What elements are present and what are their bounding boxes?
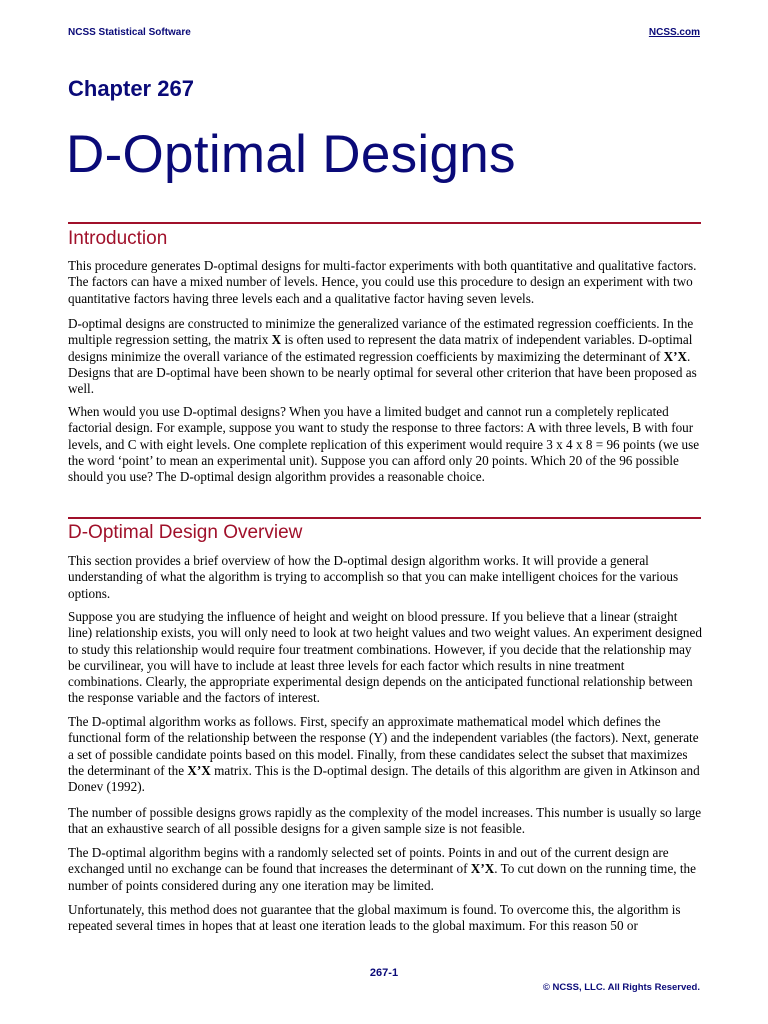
paragraph-text: . Designs that are D-optimal have been shown to be nearly optimal for several other criterion that have been proposed as well. (68, 348, 697, 397)
paragraph-text: . To cut down on the running time, the number of points considered during any one iteration may be limited. (68, 861, 696, 893)
bold-term: X (271, 332, 282, 348)
section-rule-overview (68, 517, 701, 519)
paragraph-text: The D-optimal algorithm works as follows. First, specify an approximate mathematical model which defines the functional form of the relationship between the response (Y) and the independent variables (the factors). Next, generate a set of possible candidate points based on this model. Finally, from these candidates select the subset that maximizes the determinant of the (68, 714, 699, 778)
intro-paragraph-1 (68, 258, 702, 307)
overview-paragraph-6 (68, 902, 702, 935)
footer-page-number: 267-1 (369, 967, 399, 979)
intro-paragraph-3 (68, 404, 702, 485)
overview-paragraph-1 (68, 553, 702, 602)
paragraph-text: Unfortunately, this method does not guarantee that the global maximum is found. To overcome this, the algorithm is repeated several times in hopes that at least one iteration leads to the global maximum. For this reason 50 or (68, 902, 681, 934)
paragraph-text: is often used to represent the data matrix of independent variables. D-optimal designs minimize the overall variance of the estimated regression coefficients by maximizing the determinant of (68, 332, 693, 364)
section-rule-introduction (68, 222, 701, 224)
paragraph-text: This section provides a brief overview of how the D-optimal design algorithm works. It will provide a general understanding of what the algorithm is trying to accomplish so that you can make intelligent choices for the various options. (68, 553, 679, 601)
page-title: D-Optimal Designs (66, 125, 516, 184)
bold-term: X’X (187, 762, 211, 778)
paragraph-text: This procedure generates D-optimal designs for multi-factor experiments with both quantitative and qualitative factors. The factors can have a mixed number of levels. Hence, you could use this procedure to design an experiment with two quantitative factors having three levels each and a qualitative factor having seven levels. (68, 258, 697, 306)
paragraph-text: matrix. This is the D-optimal design. The details of this algorithm are given in Atkinson and Donev (1992). (68, 762, 700, 795)
section-heading-introduction: Introduction (68, 228, 168, 249)
overview-paragraph-4 (68, 805, 702, 838)
header-website-link[interactable]: NCSS.com (648, 27, 700, 38)
bold-term: X’X (470, 861, 495, 877)
intro-paragraph-2 (68, 316, 702, 397)
paragraph-text: Suppose you are studying the influence of height and weight on blood pressure. If you believe that a linear (straight line) relationship exists, you will only need to look at two height values and two weight values. An experiment designed to study this relationship would require four treatment combinations. However, if you decide that the relationship may be curvilinear, you will have to include at least three levels for each factor which results in nine treatment combinations. Clearly, the appropriate experimental design depends on the anticipated functional relationship between the response variable and the factors of interest. (68, 609, 702, 706)
paragraph-text: The D-optimal algorithm begins with a randomly selected set of points. Points in and out of the current design are exchanged until no exchange can be found that increases the determinant of (68, 845, 669, 877)
header-software-name: NCSS Statistical Software (68, 27, 191, 38)
chapter-number: Chapter 267 (68, 76, 194, 101)
bold-term: X’X (663, 348, 688, 364)
section-heading-overview: D-Optimal Design Overview (68, 522, 303, 543)
paragraph-text: When would you use D-optimal designs? When you have a limited budget and cannot run a completely replicated factorial design. For example, suppose you want to study the response to three factors: A with three levels, B with four levels, and C with eight levels. One complete replication of this experiment would require 3 x 4 x 8 = 96 points (we use the word ‘point’ to mean an experimental unit). Suppose you can afford only 20 points. Which 20 of the 96 possible should you use? The D-optimal design algorithm provides a reasonable choice. (68, 404, 700, 485)
overview-paragraph-3 (68, 714, 702, 795)
paragraph-text: D-optimal designs are constructed to minimize the generalized variance of the estimated regression coefficients. In the multiple regression setting, the matrix (68, 316, 694, 348)
overview-paragraph-2 (68, 609, 702, 707)
overview-paragraph-5 (68, 845, 702, 894)
footer-copyright: © NCSS, LLC. All Rights Reserved. (542, 982, 700, 993)
paragraph-text: The number of possible designs grows rapidly as the complexity of the model increases. This number is usually so large that an exhaustive search of all possible designs for a given sample size is not feasible. (68, 805, 702, 837)
